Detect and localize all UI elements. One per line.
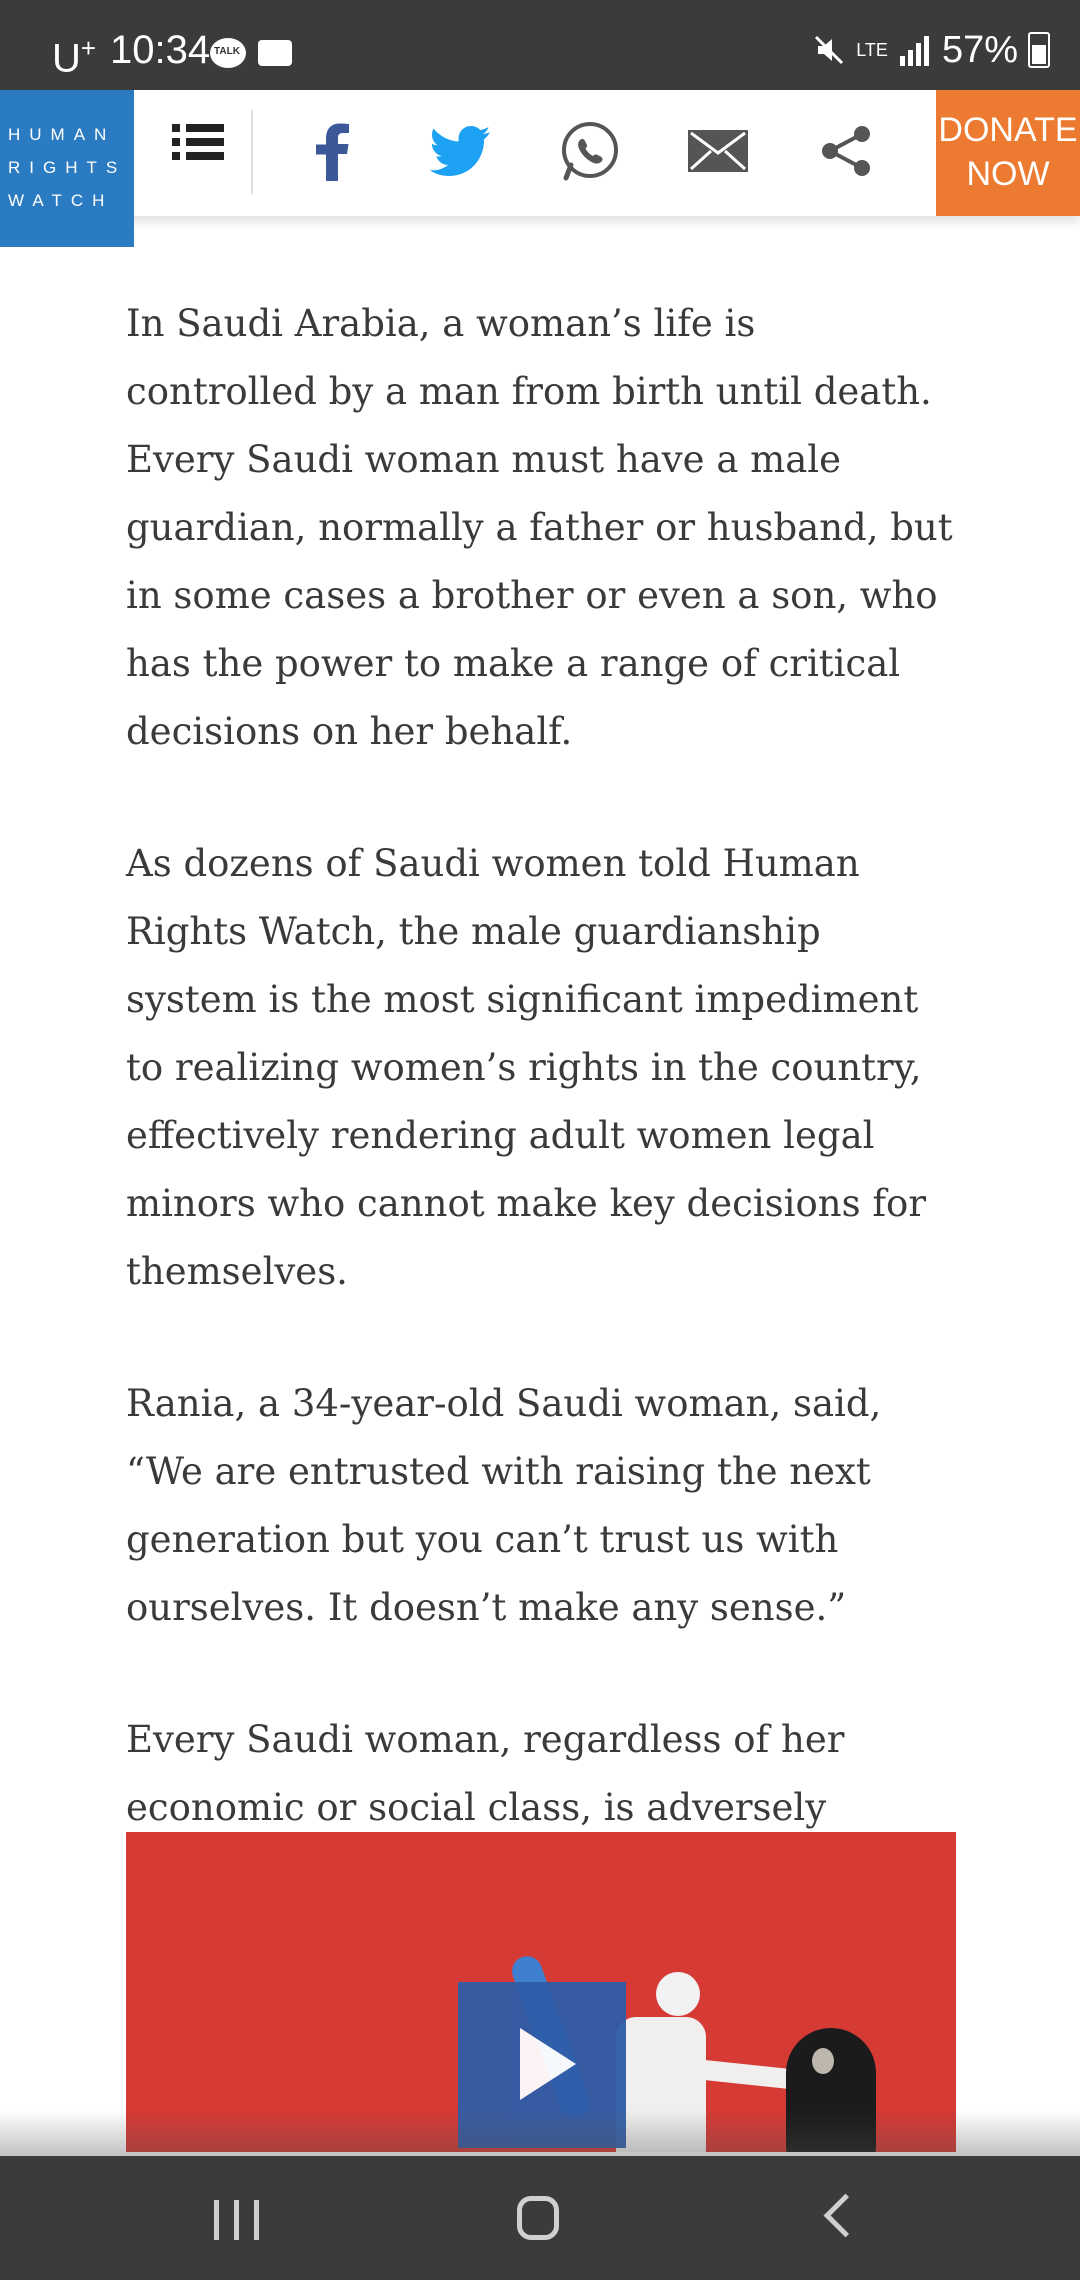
- carrier-label: U+: [52, 33, 97, 81]
- home-icon[interactable]: [517, 2196, 559, 2240]
- whatsapp-icon: [558, 120, 620, 182]
- video-embed[interactable]: [126, 1832, 956, 2152]
- menu-list-icon[interactable]: [172, 120, 224, 164]
- article-paragraph: Every Saudi woman, regardless of her economic or social class, is adversely: [126, 1718, 845, 1829]
- clock: 10:34: [110, 28, 211, 72]
- back-icon[interactable]: [824, 2194, 868, 2238]
- article-body: [126, 290, 956, 1974]
- talk-notification-icon: TALK: [210, 38, 246, 68]
- email-share-button[interactable]: [683, 116, 753, 186]
- facebook-share-button[interactable]: [298, 116, 368, 186]
- twitter-icon: [430, 126, 490, 176]
- illustration-woman-face: [812, 2048, 834, 2074]
- scroll-fade: [0, 2110, 1080, 2156]
- network-type: LTE: [856, 40, 888, 60]
- share-icon: [820, 125, 872, 177]
- article-paragraph: As dozens of Saudi women told Human Rights Watch, the male guardianship system is the most significant impediment to realizing women’s rights in the country, effectively rendering adult women legal minors who cannot make key decisions for themselves.: [126, 842, 927, 1293]
- whatsapp-share-button[interactable]: [554, 116, 624, 186]
- battery-percent: 57%: [941, 29, 1018, 71]
- signal-icon: [898, 34, 932, 66]
- toolbar-divider: [251, 110, 253, 194]
- illustration-man-head: [656, 1972, 700, 2016]
- message-notification-icon: [258, 40, 292, 66]
- share-toolbar: [0, 90, 1080, 216]
- article-paragraph: Rania, a 34-year-old Saudi woman, said, “We are entrusted with raising the next generation but you can’t trust us with ourselves. It doesn’t make any sense.”: [126, 1382, 882, 1629]
- twitter-share-button[interactable]: [425, 116, 495, 186]
- battery-icon: [1028, 32, 1050, 68]
- facebook-icon: [316, 121, 350, 181]
- donate-now-button[interactable]: DONATE NOW: [936, 90, 1080, 216]
- recents-icon[interactable]: [214, 2200, 260, 2240]
- mute-icon: [812, 33, 846, 67]
- email-icon: [688, 130, 748, 172]
- article-paragraph: In Saudi Arabia, a woman’s life is controlled by a man from birth until death. Every Saudi woman must have a male guardian, normally a father or husband, but in some cases a brother or even a son, who has the power to make a range of critical decisions on her behalf.: [126, 302, 953, 753]
- status-bar: [0, 0, 1080, 90]
- hrw-logo[interactable]: HUMAN RIGHTS WATCH: [0, 90, 134, 247]
- generic-share-button[interactable]: [811, 116, 881, 186]
- system-indicators: [812, 28, 1050, 72]
- system-nav-bar: [0, 2156, 1080, 2280]
